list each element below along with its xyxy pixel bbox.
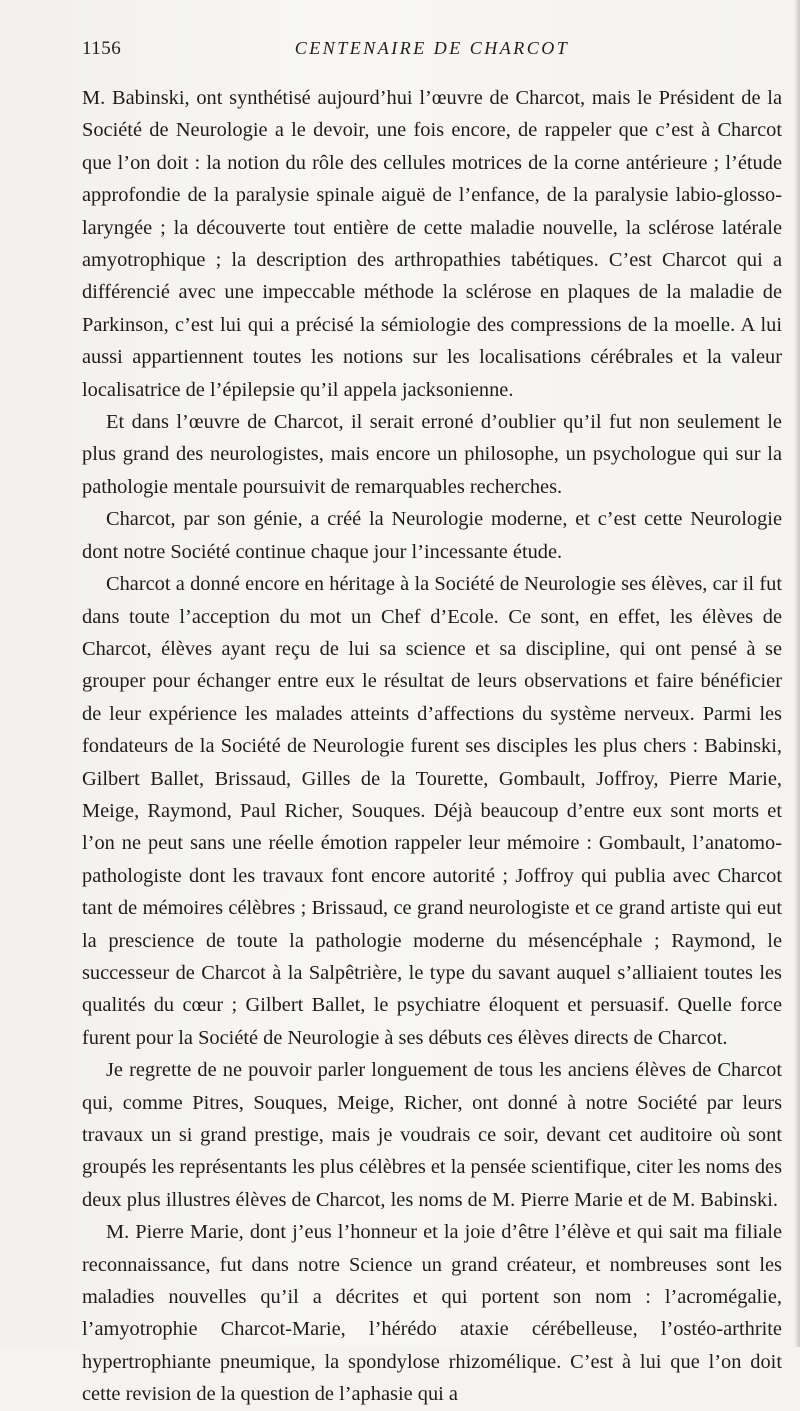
paragraph-modern-neurology: Charcot, par son génie, a créé la Neurologie moderne, et c’est cette Neurologie dont notre Société continue chaque jour l’incessante étude. [82,508,782,563]
body-text [82,82,782,1411]
page-header [82,38,782,68]
paragraph-charcot-contributions: M. Babinski, ont synthétisé aujourd’hui l’œuvre de Charcot, mais le Président de la Société de Neurologie a le devoir, une fois encore, de rappeler que c’est à Charcot que l’on doit : la notion du rôle des cellules motrices de la corne antérieure ; l’étude approfondie de la paralysie spinale aiguë de l’enfance, de la paralysie labio-glosso-laryngée ; la découverte tout entière de cette maladie nouvelle, la sclérose latérale amyotrophique ; la description des arthropathies tabétiques. C’est Charcot qui a différencié avec une impeccable méthode la sclérose en plaques de la maladie de Parkinson, c’est lui qui a précisé la sémiologie des compressions de la moelle. A lui aussi appartiennent toutes les notions sur les localisations cérébrales et la valeur localisatrice de l’épilepsie qu’il appela jacksonienne. [82,87,782,401]
running-title: CENTENAIRE DE CHARCOT [294,38,570,58]
paragraph-illustrious-students: Je regrette de ne pouvoir parler longuement de tous les anciens élèves de Charcot qui, comme Pitres, Souques, Meige, Richer, ont donné à notre Société par leurs travaux un si grand prestige, mais je voudrais ce soir, devant cet auditoire où sont groupés les représentants les plus célèbres et la pensée scientifique, citer les noms des deux plus illustres élèves de Charcot, les noms de M. Pierre Marie et de M. Babinski. [82,1059,782,1211]
paragraph-pierre-marie: M. Pierre Marie, dont j’eus l’honneur et la joie d’être l’élève et qui sait ma filiale reconnaissance, fut dans notre Science un grand créateur, et nombreuses sont les maladies nouvelles qu’il a décrites et qui portent son nom : l’acromégalie, l’amyotrophie Charcot-Marie, l’hérédo ataxie cérébelleuse, l’ostéo-arthrite hypertrophiante pneumique, la spondylose rhizomélique. C’est à lui que l’on doit cette revision de la question de l’aphasie qui a [82,1221,782,1406]
paragraph-philosopher: Et dans l’œuvre de Charcot, il serait erroné d’oublier qu’il fut non seulement le plus grand des neurologistes, mais encore un philosophe, un psychologue qui sur la pathologie mentale poursuivit de remarquables recherches. [82,411,782,498]
page-number: 1156 [82,38,122,59]
paragraph-students-founders: Charcot a donné encore en héritage à la Société de Neurologie ses élèves, car il fut dans toute l’acception du mot un Chef d’Ecole. Ce sont, en effet, les élèves de Charcot, élèves ayant reçu de lui sa science et sa discipline, qui ont pensé à se grouper pour échanger entre eux le résultat de leurs observations et faire bénéficier de leur expérience les malades atteints d’affections du système nerveux. Parmi les fondateurs de la Société de Neurologie furent ses disciples les plus chers : Babinski, Gilbert Ballet, Brissaud, Gilles de la Tourette, Gombault, Joffroy, Pierre Marie, Meige, Raymond, Paul Richer, Souques. Déjà beaucoup d’entre eux sont morts et l’on ne peut sans une réelle émotion rappeler leur mémoire : Gombault, l’anatomo-pathologiste dont les travaux font encore autorité ; Joffroy qui publia avec Charcot tant de mémoires célèbres ; Brissaud, ce grand neurologiste et ce grand artiste qui eut la prescience de toute la pathologie moderne du mésencéphale ; Raymond, le successeur de Charcot à la Salpêtrière, le type du savant auquel s’alliaient toutes les qualités du cœur ; Gilbert Ballet, le psychiatre éloquent et persuasif. Quelle force furent pour la Société de Neurologie à ses débuts ces élèves directs de Charcot. [82,573,782,1049]
